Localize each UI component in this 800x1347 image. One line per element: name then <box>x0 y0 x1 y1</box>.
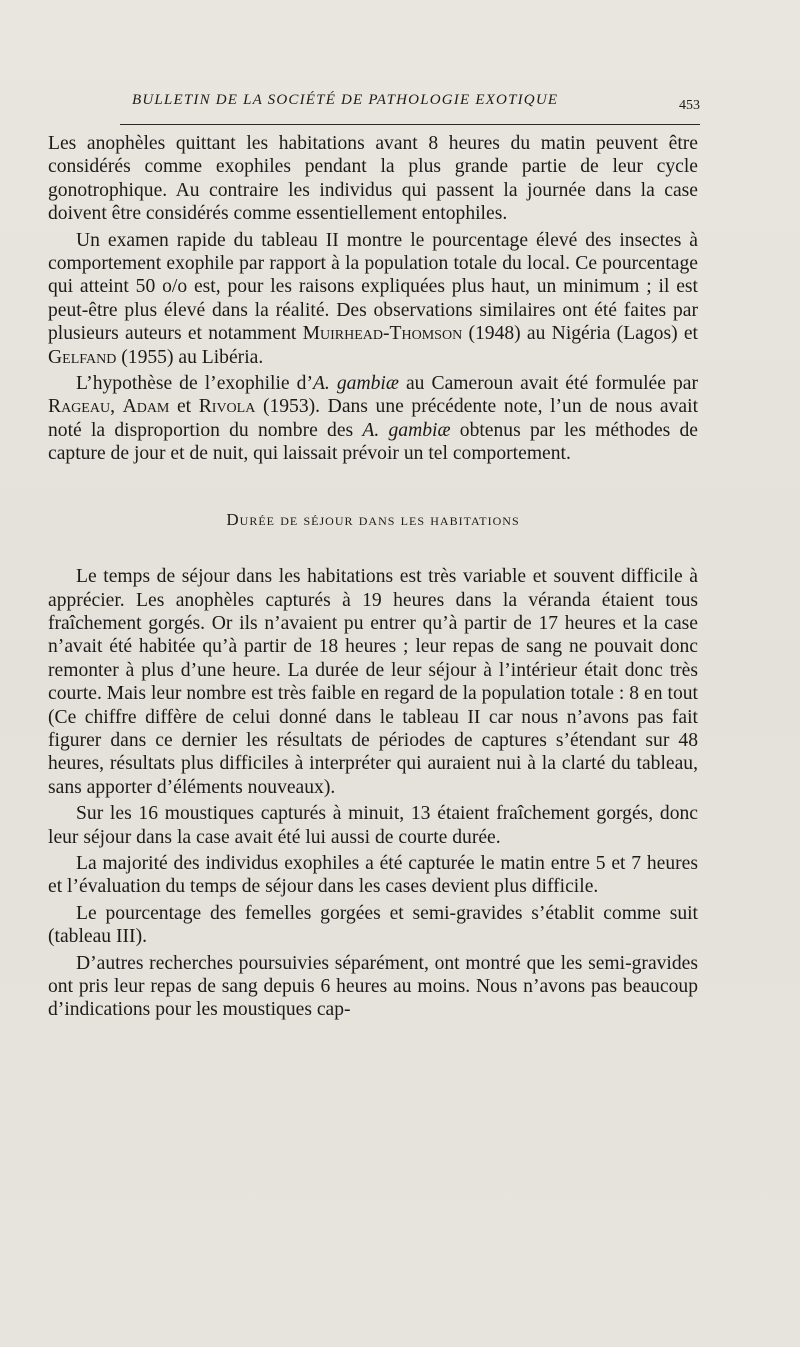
text-run: Un examen rapide du tableau II montre le pourcentage élevé des insectes à comportement exophile par rapport à la population totale du local. Ce pourcentage qui atteint 50 o/o est, pour les raisons expliquées plus haut, un minimum ; il est peut-être plus élevé dans la réalité. Des observations similaires ont été faites par plusieurs auteurs et notamment <box>48 229 698 345</box>
paragraph-minuit: Sur les 16 moustiques capturés à minuit, 13 étaient fraîchement gorgés, donc leur séjour dans la case avait été lui aussi de courte durée. <box>48 803 698 848</box>
species-name: A. gambiæ <box>362 419 451 441</box>
text-run: L’hypothèse de l’exophilie d’ <box>76 373 313 395</box>
author-name: Rageau <box>48 396 111 418</box>
text-run: (1948) au Nigéria (Lagos) et <box>462 323 698 345</box>
text-run: au Cameroun avait été formulée par <box>398 373 698 395</box>
author-name: Rivola <box>198 396 256 418</box>
section-heading: Durée de séjour dans les habitations <box>226 509 520 529</box>
author-name: Gelfand <box>48 346 117 368</box>
page-number: 453 <box>679 98 700 113</box>
paragraph-tableau-ii <box>48 229 698 369</box>
text-run: et <box>169 396 199 418</box>
paragraph-temps-sejour: Le temps de séjour dans les habitations est très variable et souvent difficile à apprécier. Les anophèles capturés à 19 heures dans la véranda étaient tous fraîchement gorgés. Or ils n’avaient pu entrer qu’à partir de 17 heures et la case n’avait été habitée qu’à partir de 18 heures ; leur repas de sang ne pouvait donc remonter à plus d’une heure. La durée de leur séjour à l’intérieur était donc très courte. Mais leur nombre est très faible en regard de la population totale : 8 en tout (Ce chiffre diffère de celui donné dans le tableau II car nous n’avons pas fait figurer dans ce dernier les résultats de périodes de captures s’étendant sur 48 heures, résultats plus difficiles à interpréter qui auraient nui à la clarté du tableau, sans apporter d’éléments nouveaux). <box>48 566 698 798</box>
header-rule <box>120 124 700 125</box>
paragraph-recherches: D’autres recherches poursuivies séparément, ont montré que les semi-gravides ont pris leur repas de sang depuis 6 heures au moins. Nous n’avons pas beaucoup d’indications pour les moustiques cap- <box>48 952 698 1021</box>
text-run: (1953). Dans une précédente note, l’un de nous avait noté la disproportion du nombre des <box>48 396 699 441</box>
text-run: obtenus par les méthodes de capture de jour et de nuit, qui laissait prévoir un tel comportement. <box>48 419 698 465</box>
author-name: Muirhead-Thomson <box>302 323 463 345</box>
text-run: , <box>110 396 123 418</box>
paragraph-majorite: La majorité des individus exophiles a été capturée le matin entre 5 et 7 heures et l’évaluation du temps de séjour dans les cases devient plus difficile. <box>48 852 698 898</box>
text-run: (1955) au Libéria. <box>116 346 264 368</box>
running-title: BULLETIN DE LA SOCIÉTÉ DE PATHOLOGIE EXOTIQUE <box>132 92 559 108</box>
running-header <box>120 92 700 116</box>
species-name: A. gambiæ <box>312 373 399 395</box>
paragraph-pourcentage: Le pourcentage des femelles gorgées et semi-gravides s’établit comme suit (tableau III). <box>48 902 698 948</box>
body-text <box>48 132 698 1025</box>
paragraph-exophiles: Les anophèles quittant les habitations avant 8 heures du matin peuvent être considérés comme exophiles pendant la plus grande partie de leur cycle gonotrophique. Au contraire les individus qui passent la journée dans la case doivent être considérés comme essentiellement entophiles. <box>48 133 698 225</box>
paragraph-hypothese <box>48 372 698 466</box>
author-name: Adam <box>122 396 170 418</box>
